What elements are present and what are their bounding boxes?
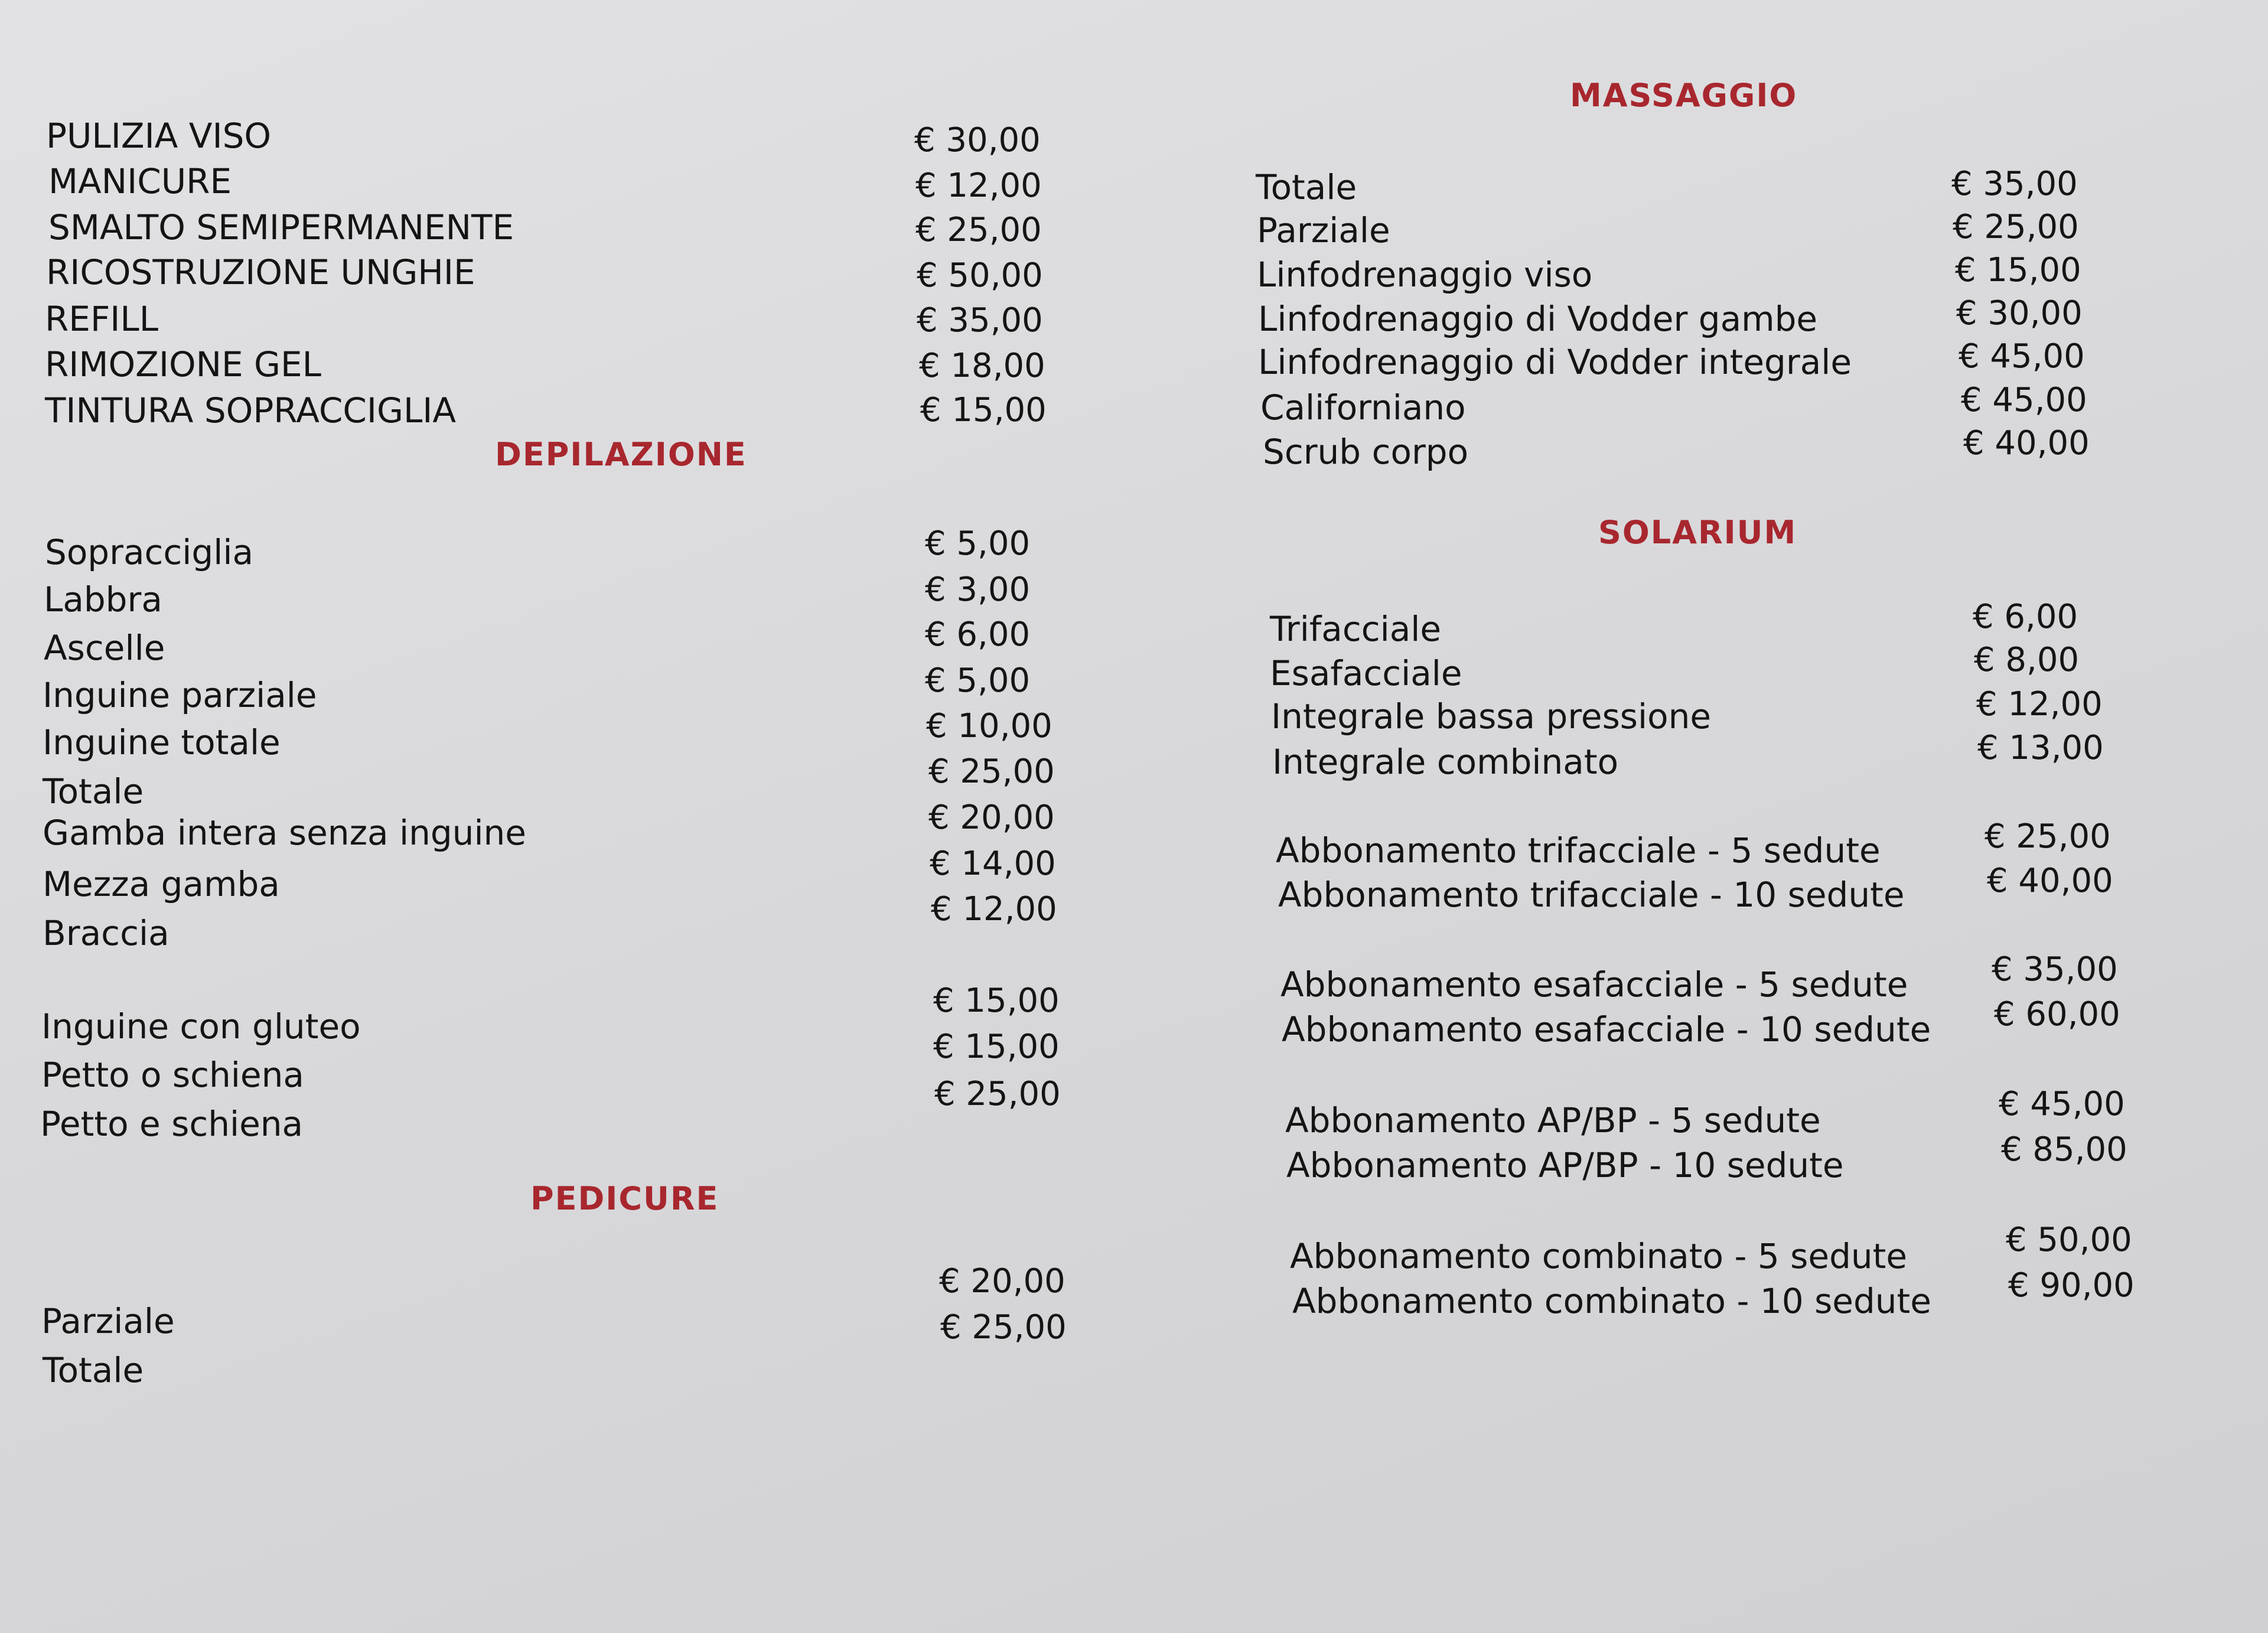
item-pedicure-parziale: Parziale xyxy=(41,1301,175,1341)
price-massaggio-totale: € 35,00 xyxy=(1951,165,2078,203)
price-pedicure-parziale: € 20,00 xyxy=(939,1262,1065,1300)
item-abb-combinato-10: Abbonamento combinato - 10 sedute xyxy=(1292,1281,1931,1321)
item-linfo-integrale: Linfodrenaggio di Vodder integrale xyxy=(1258,342,1852,382)
item-ascelle: Ascelle xyxy=(44,628,165,668)
item-massaggio-parziale: Parziale xyxy=(1257,210,1390,250)
price-linfo-gambe: € 30,00 xyxy=(1956,294,2083,333)
depilazione-heading: DEPILAZIONE xyxy=(495,436,747,473)
item-mezza-gamba: Mezza gamba xyxy=(43,864,280,904)
item-integrale-bassa: Integrale bassa pressione xyxy=(1271,696,1712,736)
price-esafacciale: € 8,00 xyxy=(1974,641,2080,679)
item-manicure: MANICURE xyxy=(48,161,232,201)
item-pedicure-totale: Totale xyxy=(43,1350,144,1390)
price-linfo-viso: € 15,00 xyxy=(1955,251,2081,289)
price-ascelle: € 6,00 xyxy=(925,615,1031,654)
price-inguine-gluteo: € 15,00 xyxy=(933,982,1060,1020)
price-smalto: € 25,00 xyxy=(915,211,1042,249)
price-manicure: € 12,00 xyxy=(915,167,1042,205)
price-abb-esafacciale-5: € 35,00 xyxy=(1992,950,2118,989)
item-petto-o-schiena: Petto o schiena xyxy=(41,1055,304,1095)
item-linfo-gambe: Linfodrenaggio di Vodder gambe xyxy=(1258,299,1818,339)
item-inguine-gluteo: Inguine con gluteo xyxy=(41,1006,361,1047)
item-inguine-totale: Inguine totale xyxy=(43,722,281,762)
item-abb-trifacciale-10: Abbonamento trifacciale - 10 sedute xyxy=(1278,875,1905,915)
price-abb-apbp-10: € 85,00 xyxy=(2001,1130,2127,1169)
price-scrub-corpo: € 40,00 xyxy=(1963,424,2090,462)
item-trifacciale: Trifacciale xyxy=(1270,609,1442,649)
item-abb-trifacciale-5: Abbonamento trifacciale - 5 sedute xyxy=(1276,830,1881,871)
price-inguine-parziale: € 5,00 xyxy=(925,661,1031,700)
price-tintura: € 15,00 xyxy=(920,391,1047,429)
price-petto-e-schiena: € 25,00 xyxy=(934,1075,1061,1113)
item-rimozione-gel: RIMOZIONE GEL xyxy=(45,344,321,384)
item-abb-apbp-10: Abbonamento AP/BP - 10 sedute xyxy=(1286,1145,1844,1185)
price-labbra: € 3,00 xyxy=(925,571,1031,609)
item-esafacciale: Esafacciale xyxy=(1270,653,1462,693)
item-gamba-intera: Gamba intera senza inguine xyxy=(43,813,526,853)
price-trifacciale: € 6,00 xyxy=(1973,598,2078,636)
price-abb-apbp-5: € 45,00 xyxy=(1999,1085,2125,1123)
item-scrub-corpo: Scrub corpo xyxy=(1263,432,1469,472)
item-ricostruzione: RICOSTRUZIONE UNGHIE xyxy=(46,252,475,292)
price-abb-esafacciale-10: € 60,00 xyxy=(1994,995,2120,1034)
item-sopracciglia: Sopracciglia xyxy=(45,532,253,572)
price-integrale-combinato: € 13,00 xyxy=(1977,729,2104,767)
item-totale: Totale xyxy=(43,771,144,811)
item-abb-combinato-5: Abbonamento combinato - 5 sedute xyxy=(1290,1236,1908,1276)
item-petto-e-schiena: Petto e schiena xyxy=(40,1104,304,1144)
price-sopracciglia: € 5,00 xyxy=(925,524,1031,563)
price-gamba-intera: € 20,00 xyxy=(928,798,1055,837)
solarium-heading: SOLARIUM xyxy=(1598,514,1797,551)
massaggio-heading: MASSAGGIO xyxy=(1570,77,1798,114)
price-braccia: € 12,00 xyxy=(931,890,1057,928)
price-inguine-totale: € 10,00 xyxy=(926,707,1052,745)
item-tintura: TINTURA SOPRACCIGLIA xyxy=(45,390,457,431)
price-rimozione-gel: € 18,00 xyxy=(919,347,1045,385)
item-linfo-viso: Linfodrenaggio viso xyxy=(1257,255,1593,295)
item-smalto: SMALTO SEMIPERMANENTE xyxy=(48,207,514,247)
price-refill: € 35,00 xyxy=(917,301,1043,340)
item-massaggio-totale: Totale xyxy=(1256,167,1357,207)
price-abb-trifacciale-10: € 40,00 xyxy=(1987,862,2113,900)
price-mezza-gamba: € 14,00 xyxy=(930,845,1056,883)
price-massaggio-parziale: € 25,00 xyxy=(1953,208,2079,246)
price-integrale-bassa: € 12,00 xyxy=(1976,685,2103,723)
item-abb-esafacciale-10: Abbonamento esafacciale - 10 sedute xyxy=(1282,1009,1931,1049)
item-californiano: Californiano xyxy=(1260,387,1466,428)
pedicure-heading: PEDICURE xyxy=(530,1180,719,1217)
item-abb-apbp-5: Abbonamento AP/BP - 5 sedute xyxy=(1285,1100,1821,1140)
price-abb-trifacciale-5: € 25,00 xyxy=(1984,817,2111,856)
item-pulizia-viso: PULIZIA VISO xyxy=(46,116,272,156)
item-refill: REFILL xyxy=(45,299,159,339)
price-abb-combinato-10: € 90,00 xyxy=(2008,1266,2135,1305)
item-abb-esafacciale-5: Abbonamento esafacciale - 5 sedute xyxy=(1280,964,1908,1005)
price-ricostruzione: € 50,00 xyxy=(917,256,1043,295)
price-petto-o-schiena: € 15,00 xyxy=(933,1028,1060,1066)
item-labbra: Labbra xyxy=(44,579,162,620)
price-californiano: € 45,00 xyxy=(1961,381,2087,419)
item-integrale-combinato: Integrale combinato xyxy=(1272,742,1619,782)
price-pulizia-viso: € 30,00 xyxy=(914,121,1041,159)
price-abb-combinato-5: € 50,00 xyxy=(2006,1221,2132,1259)
price-linfo-integrale: € 45,00 xyxy=(1959,337,2085,376)
item-braccia: Braccia xyxy=(43,913,170,953)
item-inguine-parziale: Inguine parziale xyxy=(43,675,317,715)
price-pedicure-totale: € 25,00 xyxy=(940,1308,1067,1347)
price-totale: € 25,00 xyxy=(928,752,1055,791)
